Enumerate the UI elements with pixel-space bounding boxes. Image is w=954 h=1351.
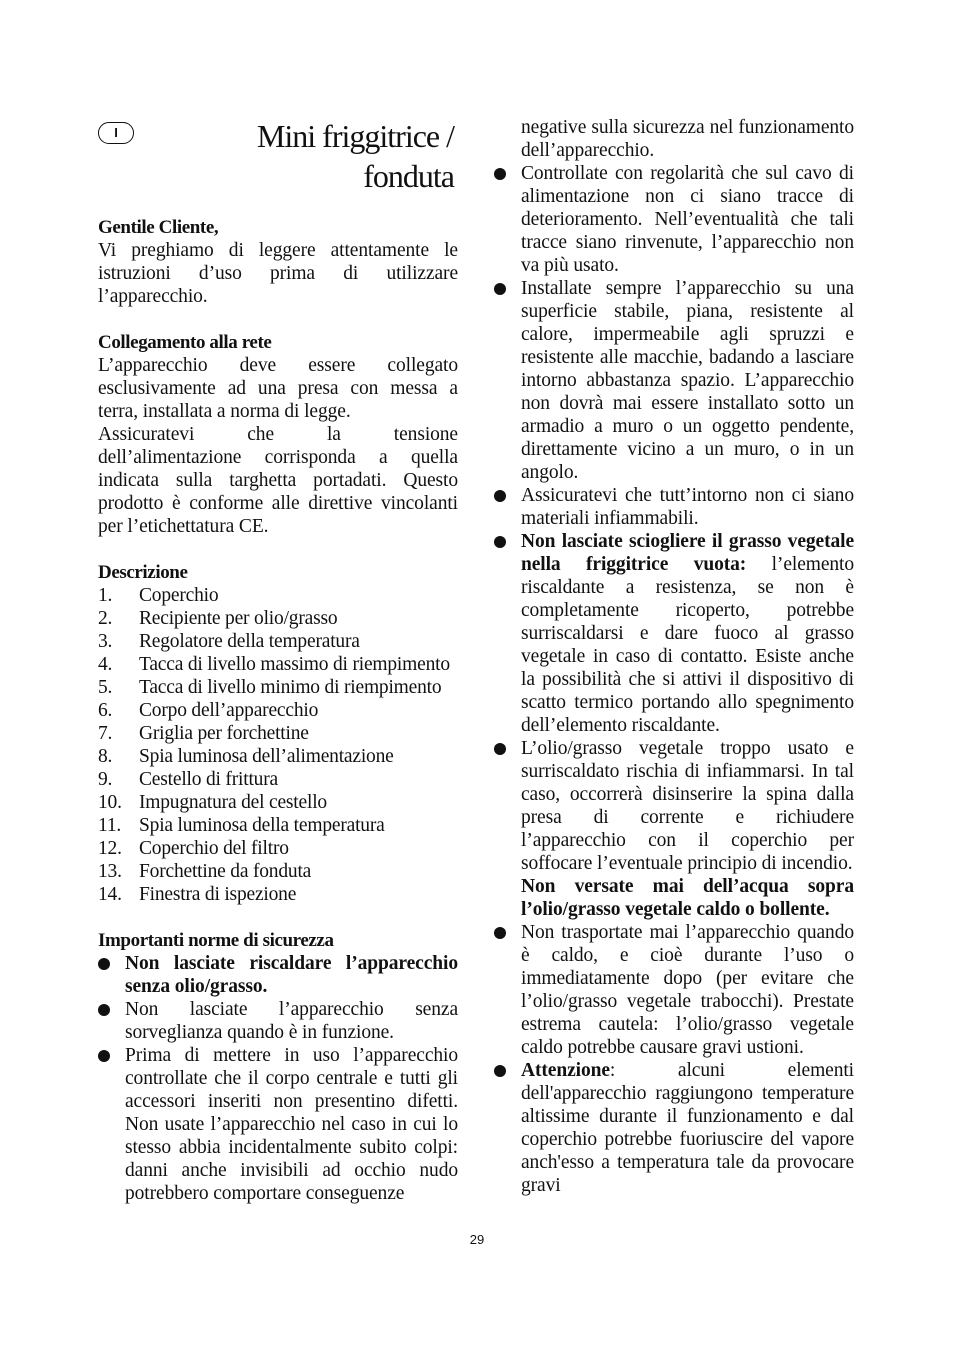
list-item: 9. Cestello di frittura — [98, 769, 278, 790]
list-item: 10. Impugnatura del cestello — [98, 792, 327, 813]
list-item: L’olio/grasso vegetale troppo usato e surriscaldato rischia di infiammarsi. In tal caso, occorrerà disinserire la spina dalla presa di corrente e richiudere l’apparecchio con il coperchio per soffocare l’eventuale principio di incendio. Non versate mai dell’acqua sopra l’olio/grasso vegetale caldo o bollente. — [494, 737, 854, 921]
page-title — [257, 116, 454, 196]
list-item: 7. Griglia per forchettine — [98, 723, 309, 744]
greeting-text: Vi preghiamo di leggere attentamente le istruzioni d’uso prima di utilizzare l’apparecchio. — [98, 240, 458, 307]
list-item: Attenzione: alcuni elementi dell'apparecchio raggiungono temperature altissime durante il funzionamento e dal coperchio potrebbe fuoriuscire del vapore anch'esso a temperatura tale da provocare gravi — [494, 1059, 854, 1197]
bullet-icon — [98, 1050, 110, 1062]
list-item: 12. Coperchio del filtro — [98, 838, 289, 859]
bullet-icon — [494, 927, 506, 939]
bullet-icon — [494, 490, 506, 502]
safety-3-continued: negative sulla sicurezza nel funzionamento dell’apparecchio. — [521, 117, 854, 161]
safety-list-right — [494, 162, 854, 1197]
list-item: 2. Recipiente per olio/grasso — [98, 608, 338, 629]
bullet-icon — [494, 743, 506, 755]
connection-heading: Collegamento alla rete — [98, 332, 272, 353]
right-column — [494, 116, 854, 1197]
description-list — [98, 584, 458, 906]
list-item: 5. Tacca di livello minimo di riempimento — [98, 677, 442, 698]
list-item: 3. Regolatore della temperatura — [98, 631, 360, 652]
bullet-icon — [494, 283, 506, 295]
list-item: Non trasportate mai l’apparecchio quando è caldo, e cioè durante l’uso o immediatamente dopo (per evitare che l’olio/grasso vegetale trabocchi). Prestate estrema cautela: l’olio/grasso vegetale caldo potrebbe causare gravi ustioni. — [494, 921, 854, 1059]
bullet-icon — [98, 958, 110, 970]
list-item: Non lasciate riscaldare l’apparecchio senza olio/grasso. — [98, 952, 458, 998]
title-line-1: Mini friggitrice / — [256, 118, 454, 154]
bullet-icon — [494, 536, 506, 548]
list-item: 6. Corpo dell’apparecchio — [98, 700, 319, 721]
list-item: Controllate con regolarità che sul cavo di alimentazione non ci siano tracce di deterioramento. Nell’eventualità che tali tracce siano rinvenute, l’apparecchio non va più usato. — [494, 162, 854, 277]
list-item: Assicuratevi che tutt’intorno non ci siano materiali infiammabili. — [494, 484, 854, 530]
bullet-icon — [494, 168, 506, 180]
bullet-icon — [98, 1004, 110, 1016]
language-badge: I — [98, 122, 134, 144]
connection-paragraph-2: Assicuratevi che la tensione dell’alimentazione corrisponda a quella indicata sulla targhetta portadati. Questo prodotto è conforme alle direttive vincolanti per l’etichettatura CE. — [98, 424, 458, 537]
list-item: 1. Coperchio — [98, 585, 219, 606]
description-heading: Descrizione — [98, 562, 188, 583]
list-item: 13. Forchettine da fonduta — [98, 861, 312, 882]
title-block — [98, 116, 458, 216]
list-item: 8. Spia luminosa dell’alimentazione — [98, 746, 394, 767]
left-column — [98, 116, 458, 1205]
safety-heading: Importanti norme di sicurezza — [98, 930, 334, 951]
safety-list-left — [98, 952, 458, 1205]
list-item: 11. Spia luminosa della temperatura — [98, 815, 385, 836]
page-number: 29 — [469, 1232, 485, 1247]
bullet-icon — [494, 1065, 506, 1077]
list-item: Installate sempre l’apparecchio su una superficie stabile, piana, resistente al calore, impermeabile agli spruzzi e resistente alle macchie, badando a lasciare intorno abbastanza spazio. L’apparecchio non dovrà mai essere installato sotto un armadio a muro o un oggetto pendente, direttamente vicino a un muro, o in un angolo. — [494, 277, 854, 484]
list-item: Non lasciate l’apparecchio senza sorveglianza quando è in funzione. — [98, 998, 458, 1044]
greeting-heading: Gentile Cliente, — [98, 217, 219, 238]
list-item: Non lasciate sciogliere il grasso vegetale nella friggitrice vuota: l’elemento riscaldante a resistenza, se non è completamente ricoperto, potrebbe surriscaldarsi e dare fuoco al grasso vegetale in caso di contatto. Esiste anche la possibilità che si attivi il dispositivo di scatto termico portando allo spegnimento dell’elemento riscaldante. — [494, 530, 854, 737]
list-item: 4. Tacca di livello massimo di riempimento — [98, 654, 450, 675]
connection-paragraph-1: L’apparecchio deve essere collegato esclusivamente ad una presa con messa a terra, installata a norma di legge. — [98, 355, 458, 422]
list-item: 14. Finestra di ispezione — [98, 884, 297, 905]
title-line-2: fonduta — [363, 158, 454, 194]
list-item: Prima di mettere in uso l’apparecchio controllate che il corpo centrale e tutti gli accessori inseriti non presentino difetti. Non usate l’apparecchio nel caso in cui lo stesso abbia incidentalmente subito colpi: danni anche invisibili ad occhio nudo potrebbero comportare conseguenze — [98, 1044, 458, 1205]
